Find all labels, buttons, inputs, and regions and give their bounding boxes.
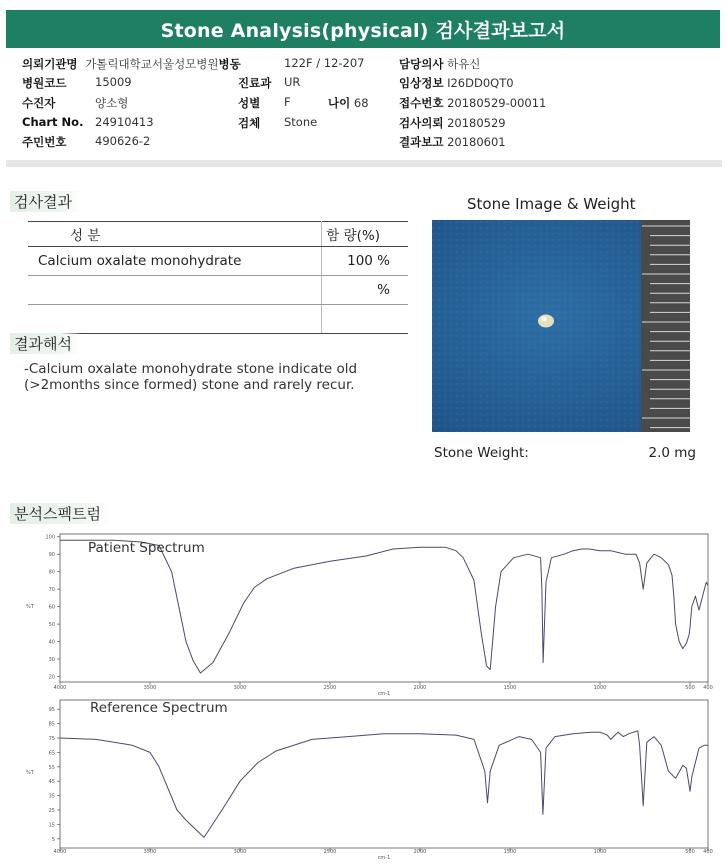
info-request [399,115,506,131]
spectrum-background [2,530,722,860]
y-tick-label: 70 [48,587,55,594]
x-axis-label: cm-1 [377,691,391,697]
info-subject [22,95,129,111]
report-value: 20180601 [447,135,506,149]
y-tick-label: 25 [48,808,55,814]
chart-label: Chart No. [22,115,84,129]
x-tick-label: 1000 [593,849,607,855]
content-cell: 100 % [322,247,409,276]
stone-image-title: Stone Image & Weight [467,195,636,213]
col-content-header: 함 량(%) [322,222,409,247]
subject-label: 수진자 [22,96,56,110]
doctor-value: 하유신 [447,57,481,71]
spectrum-section-title: 분석스펙트럼 [10,503,111,524]
component-cell: Calcium oxalate monohydrate [28,247,322,276]
interpretation-section-title: 결과해석 [10,333,82,354]
x-tick-label: 1500 [503,849,517,855]
specimen-value: Stone [284,115,318,129]
ward-label: 병동 [218,57,241,71]
y-tick-label: 85 [48,721,55,728]
stone-weight [434,445,696,461]
institution-value: 가톨릭대학교서울성모병원 [85,57,219,71]
x-tick-label: 500 [685,849,695,855]
dept-value: UR [284,75,301,89]
y-tick-label: 75 [48,736,55,742]
request-label: 검사의뢰 [399,116,444,130]
info-hospital-code [22,75,132,91]
receipt-label: 접수번호 [399,96,444,110]
x-tick-label: 1500 [503,685,517,691]
component-cell [28,305,322,334]
y-tick-label: 45 [48,779,55,786]
info-sex [238,95,291,111]
stone-highlight [541,317,547,322]
y-tick-label: 35 [48,793,55,800]
info-clinical [399,75,514,91]
col-component-header: 성 분 [28,222,322,247]
info-institution [22,56,241,72]
section-divider [6,160,722,167]
x-tick-label: 3500 [143,849,157,855]
stone-photo [432,220,690,432]
sex-label: 성별 [238,96,261,110]
x-tick-label: 2500 [323,849,337,855]
interpretation-line-1: -Calcium oxalate monohydrate stone indicate old [24,361,358,377]
doctor-label: 담당의사 [399,57,444,71]
y-tick-label: 15 [48,822,55,829]
clinical-value: I26DD0QT0 [447,76,514,90]
reference-spectrum-label: Reference Spectrum [90,700,228,716]
interpretation-line-2: (>2months since formed) stone and rarely recur. [24,377,355,393]
content-cell: % [322,276,409,305]
results-section-title: 검사결과 [10,191,82,212]
info-specimen [238,115,318,131]
y-tick-label: 55 [48,764,55,771]
stone [538,315,554,328]
stone-weight-label: Stone Weight: [434,445,529,461]
x-tick-label: 3000 [233,685,247,691]
y-tick-label: 95 [48,707,55,714]
x-tick-label: 2500 [323,685,337,691]
info-chart [22,115,154,129]
y-axis-label: %T [26,604,34,610]
info-rrn [22,134,151,150]
chart-value: 24910413 [95,115,154,129]
y-tick-label: 100 [45,534,55,541]
x-tick-label: 4000 [53,849,67,855]
info-receipt [399,95,546,111]
receipt-value: 20180529-00011 [447,96,547,110]
interpretation-text [24,361,357,393]
request-value: 20180529 [447,116,506,130]
age-label: 나이 [328,96,351,110]
x-tick-label: 2000 [413,849,427,855]
rrn-value: 490626-2 [95,134,151,148]
results-header-row [28,222,408,247]
info-dept [238,75,301,91]
y-tick-label: 60 [48,604,55,611]
y-tick-label: 50 [48,622,55,629]
age-value: 68 [353,96,369,110]
table-row [28,305,408,334]
x-tick-label: 3000 [233,849,247,855]
hospital-code-value: 15009 [95,75,132,89]
y-tick-label: 20 [48,674,55,681]
x-tick-label: 500 [685,685,695,691]
patient-spectrum-label: Patient Spectrum [88,540,205,556]
y-tick-label: 30 [48,657,55,664]
institution-label: 의뢰기관명 [22,57,78,71]
x-tick-label: 2000 [413,685,427,691]
ruler [641,220,690,432]
stone-weight-value: 2.0 mg [648,445,696,461]
x-tick-label: 3500 [143,685,157,691]
y-tick-label: 80 [48,569,55,576]
table-row [28,276,408,305]
x-axis-label: cm-1 [377,855,391,860]
y-tick-label: 5 [51,836,55,843]
info-report [399,134,506,150]
component-cell [28,276,322,305]
y-tick-label: 90 [48,552,55,559]
rrn-label: 주민번호 [22,135,67,149]
info-age [328,95,369,111]
report-title: Stone Analysis(physical) 검사결과보고서 [6,10,720,48]
x-tick-label: 4000 [53,685,67,691]
y-tick-label: 40 [48,639,55,646]
report-label: 결과보고 [399,135,444,149]
spectrum-chart [2,530,722,860]
y-axis-label: %T [26,770,34,776]
x-tick-label: 400 [703,685,713,691]
ward-value: 122F / 12-207 [284,56,365,70]
info-doctor [399,56,480,72]
specimen-label: 검체 [238,116,261,130]
table-row [28,247,408,276]
sex-value: F [284,95,291,109]
x-tick-label: 400 [703,849,713,855]
clinical-label: 임상정보 [399,76,444,90]
content-cell [322,305,409,334]
y-tick-label: 65 [48,750,55,757]
x-tick-label: 1000 [593,685,607,691]
results-table [28,221,408,334]
subject-value: 양소형 [95,96,129,110]
hospital-code-label: 병원코드 [22,76,67,90]
dept-label: 진료과 [238,76,272,90]
